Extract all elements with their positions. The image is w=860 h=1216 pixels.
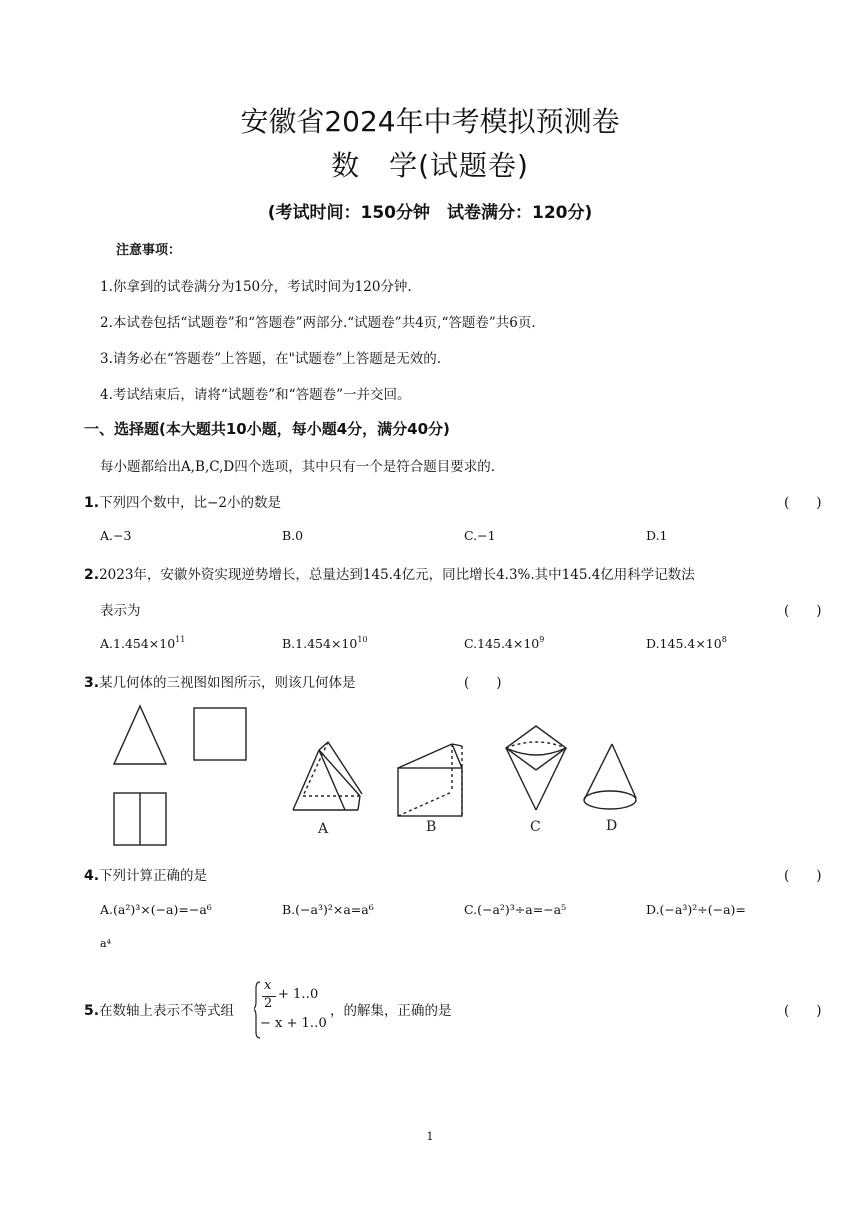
question-number: 5. <box>84 1003 100 1019</box>
section-title: 一、选择题(本大题共10小题，每小题4分，满分40分) <box>84 420 450 438</box>
notice-item: 4.考试结束后，请将“试题卷”和“答题卷”一并交回。 <box>100 387 411 403</box>
question-text-cont: 表示为 <box>100 603 141 619</box>
option-b: $B.1.454\times 10^{10}$ <box>282 635 368 651</box>
figure-label-d: D <box>606 818 618 834</box>
option-c-double-cone <box>506 726 566 810</box>
option-c: $C.145.4\times 10^9$ <box>464 635 545 651</box>
option-d: D.(−a³)²÷(−a)= <box>646 902 746 917</box>
question-text: 下列四个数中，比−2小的数是 <box>99 495 281 511</box>
option-d: D.1 <box>646 528 668 543</box>
answer-paren: ( ) <box>464 675 502 691</box>
option-d-cont: a⁴ <box>100 937 111 950</box>
question-text: 在数轴上表示不等式组 <box>99 1003 235 1019</box>
option-b: B.(−a³)²×a=a⁶ <box>282 902 374 917</box>
exam-info: (考试时间：150分钟 试卷满分：120分) <box>267 203 593 223</box>
question-1 <box>84 491 281 511</box>
question-text: 2023年，安徽外资实现逆势增长，总量达到145.4亿元，同比增长4.3%.其中145.4亿用科学记数法 <box>99 567 695 583</box>
option-c: C.(−a²)³÷a=−a⁵ <box>464 902 567 917</box>
answer-paren: ( ) <box>784 868 822 884</box>
notice-item: 3.请务必在“答题卷”上答题，在"试题卷”上答题是无效的. <box>100 351 442 367</box>
question-3 <box>84 671 356 691</box>
question-number: 1. <box>84 495 100 511</box>
answer-paren: ( ) <box>784 495 822 511</box>
option-a: A.(a²)³×(−a)=−a⁶ <box>100 902 212 917</box>
page-number: 1 <box>426 1130 434 1143</box>
figure-label-c: C <box>530 819 541 835</box>
question-text-after: ，的解集，正确的是 <box>330 1003 452 1019</box>
question-text: 下列计算正确的是 <box>99 868 208 884</box>
notice-item: 1.你拿到的试卷满分为150分，考试时间为120分钟. <box>100 279 412 295</box>
figure-label-b: B <box>426 819 437 835</box>
option-c: C.−1 <box>464 528 496 543</box>
subject-title: 数 学(试题卷) <box>331 149 529 182</box>
question-number: 3. <box>84 675 100 691</box>
option-a-prism <box>293 742 362 810</box>
section-instruction: 每小题都给出A,B,C,D四个选项，其中只有一个是符合题目要求的. <box>100 459 496 475</box>
notice-heading: 注意事项： <box>116 243 182 258</box>
option-d: $D.145.4\times 10^8$ <box>646 635 727 651</box>
figure-label-a: A <box>318 821 329 837</box>
exam-title: 安徽省2024年中考模拟预测卷 <box>240 105 620 138</box>
question-4 <box>84 864 207 884</box>
question-number: 2. <box>84 567 100 583</box>
side-view-square <box>194 708 246 760</box>
option-a: $A.1.454\times 10^{11}$ <box>100 635 186 651</box>
question-5 <box>84 999 234 1019</box>
front-view-triangle <box>114 706 166 764</box>
question-2 <box>84 563 695 583</box>
option-b-prism <box>398 744 462 816</box>
answer-paren: ( ) <box>784 1003 822 1019</box>
notice-item: 2.本试卷包括“试题卷”和“答题卷”两部分.“试题卷”共4页,“答题卷”共6页. <box>100 315 536 331</box>
answer-paren: ( ) <box>784 603 822 619</box>
question-number: 4. <box>84 868 100 884</box>
option-d-cone <box>584 744 636 809</box>
question-text: 某几何体的三视图如图所示，则该几何体是 <box>99 675 356 691</box>
inequality-system: x 2 + 1‥0 − x + 1‥0 <box>254 978 324 1040</box>
option-a: A.−3 <box>100 528 132 543</box>
option-b: B.0 <box>282 528 304 543</box>
three-view-figure <box>100 700 660 850</box>
